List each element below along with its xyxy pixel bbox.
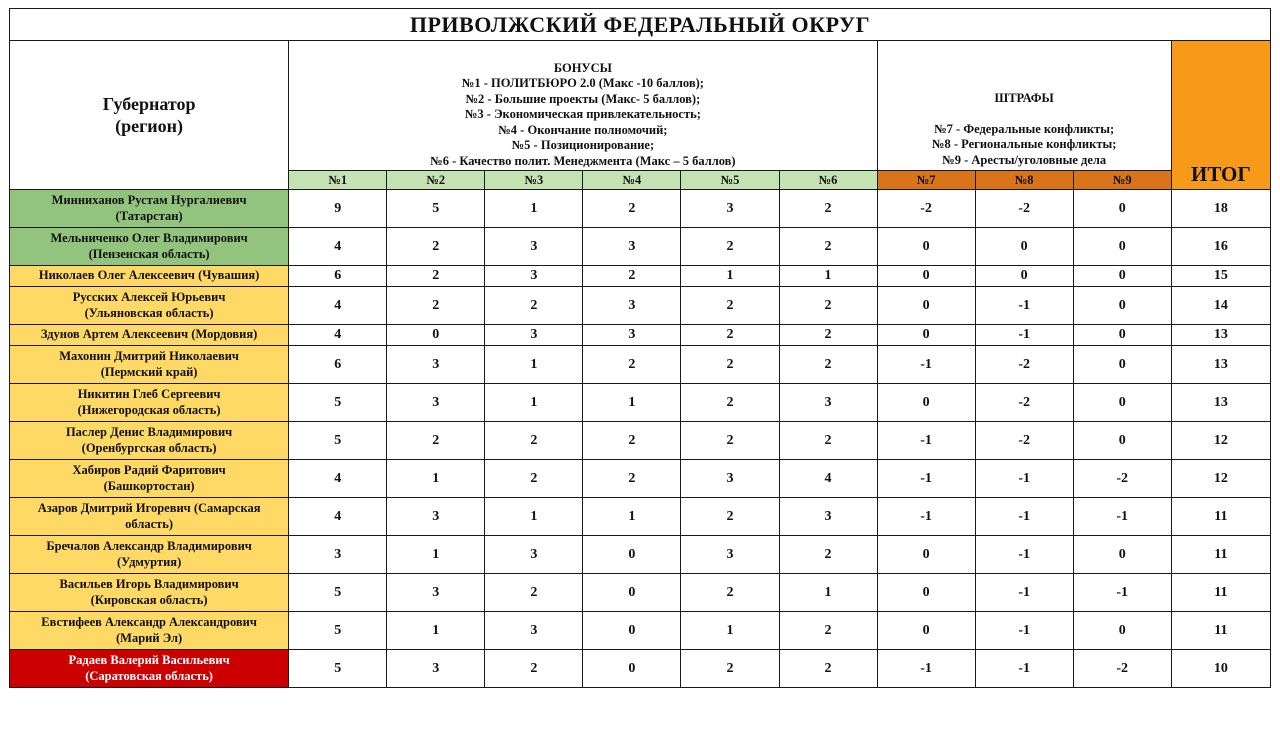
- governor-name-line: Минниханов Рустам Нургалиевич: [51, 193, 247, 207]
- bonus-score-cell: 3: [583, 287, 681, 325]
- bonus-score-cell: 6: [289, 346, 387, 384]
- fine-header-spacer: [878, 106, 1171, 122]
- total-score-cell: 11: [1171, 498, 1270, 536]
- governor-name-line: (Марий Эл): [116, 630, 183, 645]
- total-score-cell: 14: [1171, 287, 1270, 325]
- bonus-header-line: №3 - Экономическая привлекательность;: [464, 107, 701, 121]
- fine-score-cell: 0: [1073, 346, 1171, 384]
- bonus-score-cell: 3: [485, 266, 583, 287]
- bonus-score-cell: 0: [583, 612, 681, 650]
- bonus-header-line: №6 - Качество полит. Менеджмента (Макс – 5 баллов): [430, 153, 736, 168]
- fine-score-cell: -1: [975, 612, 1073, 650]
- bonus-score-cell: 0: [583, 536, 681, 574]
- governor-name-line: Махонин Дмитрий Николаевич: [59, 349, 239, 363]
- governor-name-line: (Кировская область): [90, 592, 208, 607]
- bonus-score-cell: 4: [289, 287, 387, 325]
- bonus-header-line: БОНУСЫ: [553, 60, 612, 75]
- fine-score-cell: -1: [877, 498, 975, 536]
- bonus-score-cell: 1: [387, 612, 485, 650]
- governor-name-line: (Пермский край): [100, 364, 198, 379]
- fine-header-line: ШТРАФЫ: [994, 90, 1054, 105]
- governor-cell: [10, 266, 289, 287]
- governor-name-line: Радаев Валерий Васильевич: [68, 653, 230, 667]
- bonus-score-cell: 3: [681, 190, 779, 228]
- table-row: [10, 266, 1271, 287]
- table-row: [10, 536, 1271, 574]
- governor-cell: [10, 346, 289, 384]
- column-header-bonus: №6: [779, 171, 877, 190]
- governor-name-line: Азаров Дмитрий Игоревич (Самарская: [37, 501, 261, 515]
- bonus-score-cell: 5: [289, 612, 387, 650]
- fine-header-line: №9 - Аресты/уголовные дела: [942, 152, 1107, 167]
- bonus-score-cell: 3: [681, 536, 779, 574]
- total-score-cell: 11: [1171, 536, 1270, 574]
- bonus-score-cell: 4: [289, 498, 387, 536]
- column-header-fine: №8: [975, 171, 1073, 190]
- governor-name-line: (Пензенская область): [88, 246, 210, 261]
- bonus-score-cell: 5: [387, 190, 485, 228]
- column-header-bonus: №1: [289, 171, 387, 190]
- fine-score-cell: -1: [975, 498, 1073, 536]
- bonus-score-cell: 3: [387, 574, 485, 612]
- governor-cell: [10, 574, 289, 612]
- total-score-cell: 13: [1171, 384, 1270, 422]
- bonus-score-cell: 2: [681, 228, 779, 266]
- bonus-score-cell: 9: [289, 190, 387, 228]
- bonus-score-cell: 1: [485, 384, 583, 422]
- bonus-header-line: №1 - ПОЛИТБЮРО 2.0 (Макс -10 баллов);: [461, 76, 704, 90]
- governor-name-line: Никитин Глеб Сергеевич: [77, 387, 221, 401]
- bonus-score-cell: 6: [289, 266, 387, 287]
- bonus-score-cell: 2: [681, 422, 779, 460]
- bonus-header-line: №4 - Окончание полномочий;: [498, 122, 668, 137]
- fine-score-cell: 0: [1073, 287, 1171, 325]
- fine-score-cell: 0: [877, 612, 975, 650]
- column-header-bonus: №4: [583, 171, 681, 190]
- bonus-score-cell: 2: [779, 650, 877, 688]
- total-score-cell: 13: [1171, 346, 1270, 384]
- bonus-score-cell: 2: [681, 384, 779, 422]
- bonus-score-cell: 2: [583, 460, 681, 498]
- governor-name-line: Васильев Игорь Владимирович: [59, 577, 239, 591]
- bonus-score-cell: 1: [779, 266, 877, 287]
- governor-name-line: область): [125, 516, 174, 531]
- bonus-score-cell: 2: [485, 574, 583, 612]
- fine-score-cell: 0: [1073, 190, 1171, 228]
- bonus-score-cell: 1: [387, 460, 485, 498]
- column-header-bonus: №2: [387, 171, 485, 190]
- bonus-score-cell: 2: [387, 287, 485, 325]
- governor-cell: [10, 612, 289, 650]
- bonus-score-cell: 2: [387, 228, 485, 266]
- bonus-score-cell: 2: [681, 574, 779, 612]
- bonus-score-cell: 2: [779, 190, 877, 228]
- fine-score-cell: 0: [877, 325, 975, 346]
- bonus-score-cell: 4: [289, 325, 387, 346]
- governor-name-line: Здунов Артем Алексеевич (Мордовия): [40, 327, 258, 342]
- bonus-score-cell: 0: [583, 650, 681, 688]
- governor-name-line: Николаев Олег Алексеевич (Чувашия): [38, 268, 260, 283]
- bonus-score-cell: 4: [289, 460, 387, 498]
- bonus-score-cell: 4: [779, 460, 877, 498]
- fine-header-line: №8 - Региональные конфликты;: [931, 137, 1117, 151]
- bonus-score-cell: 1: [681, 266, 779, 287]
- bonus-score-cell: 3: [387, 650, 485, 688]
- column-header-bonus: №3: [485, 171, 583, 190]
- table-row: [10, 612, 1271, 650]
- bonus-score-cell: 2: [779, 536, 877, 574]
- governor-name-line: Мельниченко Олег Владимирович: [50, 231, 248, 245]
- table-row: [10, 460, 1271, 498]
- total-score-cell: 18: [1171, 190, 1270, 228]
- bonus-score-cell: 1: [681, 612, 779, 650]
- fine-score-cell: 0: [1073, 266, 1171, 287]
- fine-score-cell: 0: [1073, 536, 1171, 574]
- fine-score-cell: -1: [975, 574, 1073, 612]
- governor-name-line: (Башкортостан): [103, 478, 195, 493]
- ratings-table: [9, 8, 1271, 688]
- fine-score-cell: 0: [877, 287, 975, 325]
- fine-score-cell: -1: [877, 346, 975, 384]
- column-header-fine: №9: [1073, 171, 1171, 190]
- fine-score-cell: 0: [877, 574, 975, 612]
- fine-score-cell: -1: [877, 650, 975, 688]
- bonus-score-cell: 2: [485, 460, 583, 498]
- bonus-score-cell: 5: [289, 422, 387, 460]
- bonus-score-cell: 2: [779, 325, 877, 346]
- bonus-header: [289, 41, 877, 171]
- fine-score-cell: 0: [1073, 228, 1171, 266]
- governor-name-line: (Татарстан): [115, 208, 183, 223]
- fine-score-cell: 0: [1073, 325, 1171, 346]
- bonus-score-cell: 3: [387, 498, 485, 536]
- bonus-score-cell: 5: [289, 574, 387, 612]
- governor-cell: [10, 422, 289, 460]
- fine-score-cell: -1: [975, 460, 1073, 498]
- page-title: ПРИВОЛЖСКИЙ ФЕДЕРАЛЬНЫЙ ОКРУГ: [10, 9, 1271, 41]
- bonus-score-cell: 2: [485, 422, 583, 460]
- fine-score-cell: 0: [975, 266, 1073, 287]
- bonus-score-cell: 5: [289, 650, 387, 688]
- governor-name-line: Русских Алексей Юрьевич: [72, 290, 226, 304]
- bonus-score-cell: 2: [681, 287, 779, 325]
- bonus-score-cell: 2: [681, 346, 779, 384]
- bonus-score-cell: 0: [387, 325, 485, 346]
- total-score-cell: 11: [1171, 612, 1270, 650]
- fine-score-cell: -2: [1073, 650, 1171, 688]
- bonus-score-cell: 3: [583, 325, 681, 346]
- fine-score-cell: -2: [1073, 460, 1171, 498]
- bonus-score-cell: 2: [681, 650, 779, 688]
- bonus-score-cell: 3: [485, 325, 583, 346]
- governor-cell: [10, 228, 289, 266]
- total-score-cell: 13: [1171, 325, 1270, 346]
- governor-cell: [10, 325, 289, 346]
- fine-score-cell: -2: [975, 346, 1073, 384]
- bonus-score-cell: 2: [387, 266, 485, 287]
- bonus-score-cell: 2: [779, 346, 877, 384]
- bonus-score-cell: 1: [387, 536, 485, 574]
- governor-name-line: Паслер Денис Владимирович: [65, 425, 233, 439]
- table-row: [10, 574, 1271, 612]
- fine-score-cell: 0: [1073, 612, 1171, 650]
- fine-score-cell: 0: [877, 266, 975, 287]
- table-row: [10, 650, 1271, 688]
- fine-score-cell: 0: [877, 536, 975, 574]
- fine-score-cell: -2: [975, 190, 1073, 228]
- governor-name-line: (Оренбургская область): [81, 440, 217, 455]
- bonus-score-cell: 2: [583, 266, 681, 287]
- fine-header: [877, 41, 1171, 171]
- governor-cell: [10, 536, 289, 574]
- bonus-score-cell: 2: [779, 228, 877, 266]
- table-row: [10, 498, 1271, 536]
- fine-score-cell: -1: [877, 460, 975, 498]
- fine-score-cell: 0: [1073, 384, 1171, 422]
- bonus-score-cell: 2: [387, 422, 485, 460]
- governor-name-line: (Ульяновская область): [84, 305, 214, 320]
- governor-header-line: Губернатор: [102, 94, 196, 114]
- bonus-score-cell: 0: [583, 574, 681, 612]
- governor-header-line: (регион): [115, 116, 184, 136]
- bonus-score-cell: 2: [485, 287, 583, 325]
- bonus-score-cell: 4: [289, 228, 387, 266]
- total-score-cell: 15: [1171, 266, 1270, 287]
- bonus-score-cell: 3: [387, 384, 485, 422]
- bonus-header-line: №5 - Позиционирование;: [511, 138, 655, 152]
- total-score-cell: 16: [1171, 228, 1270, 266]
- fine-score-cell: -1: [1073, 498, 1171, 536]
- total-header: ИТОГ: [1171, 41, 1270, 190]
- table-row: [10, 287, 1271, 325]
- bonus-score-cell: 3: [779, 384, 877, 422]
- bonus-score-cell: 1: [485, 190, 583, 228]
- fine-score-cell: -1: [1073, 574, 1171, 612]
- bonus-score-cell: 3: [779, 498, 877, 536]
- fine-score-cell: 0: [1073, 422, 1171, 460]
- bonus-score-cell: 1: [485, 346, 583, 384]
- fine-score-cell: 0: [975, 228, 1073, 266]
- bonus-score-cell: 1: [485, 498, 583, 536]
- fine-score-cell: -1: [975, 536, 1073, 574]
- governor-name-line: Евстифеев Александр Александрович: [41, 615, 257, 629]
- bonus-score-cell: 3: [583, 228, 681, 266]
- governor-cell: [10, 460, 289, 498]
- bonus-score-cell: 1: [583, 384, 681, 422]
- bonus-score-cell: 3: [485, 612, 583, 650]
- governor-cell: [10, 287, 289, 325]
- total-score-cell: 10: [1171, 650, 1270, 688]
- governor-name-line: (Саратовская область): [85, 668, 213, 683]
- bonus-header-line: №2 - Большие проекты (Макс- 5 баллов);: [465, 91, 701, 106]
- governor-name-line: Хабиров Радий Фаритович: [72, 463, 226, 477]
- bonus-score-cell: 2: [681, 498, 779, 536]
- table-row: [10, 346, 1271, 384]
- total-score-cell: 12: [1171, 422, 1270, 460]
- governor-cell: [10, 498, 289, 536]
- fine-score-cell: 0: [877, 384, 975, 422]
- governor-cell: [10, 190, 289, 228]
- bonus-score-cell: 2: [779, 612, 877, 650]
- table-row: [10, 325, 1271, 346]
- bonus-score-cell: 5: [289, 384, 387, 422]
- bonus-score-cell: 2: [779, 422, 877, 460]
- governor-name-line: (Нижегородская область): [77, 402, 221, 417]
- bonus-score-cell: 2: [485, 650, 583, 688]
- governor-header: [10, 41, 289, 190]
- table-body: [10, 190, 1271, 688]
- fine-score-cell: -2: [877, 190, 975, 228]
- fine-score-cell: -2: [975, 384, 1073, 422]
- bonus-score-cell: 3: [681, 460, 779, 498]
- column-header-bonus: №5: [681, 171, 779, 190]
- bonus-score-cell: 2: [583, 346, 681, 384]
- bonus-score-cell: 1: [583, 498, 681, 536]
- total-score-cell: 11: [1171, 574, 1270, 612]
- total-score-cell: 12: [1171, 460, 1270, 498]
- bonus-score-cell: 2: [681, 325, 779, 346]
- column-header-fine: №7: [877, 171, 975, 190]
- fine-score-cell: -1: [975, 650, 1073, 688]
- bonus-score-cell: 3: [289, 536, 387, 574]
- fine-score-cell: -1: [975, 325, 1073, 346]
- governor-name-line: Бречалов Александр Владимирович: [46, 539, 252, 553]
- governor-name-line: (Удмуртия): [116, 554, 182, 569]
- governor-cell: [10, 384, 289, 422]
- fine-score-cell: 0: [877, 228, 975, 266]
- fine-score-cell: -2: [975, 422, 1073, 460]
- bonus-score-cell: 3: [387, 346, 485, 384]
- governor-cell: [10, 650, 289, 688]
- fine-header-line: №7 - Федеральные конфликты;: [934, 121, 1115, 136]
- table-row: [10, 190, 1271, 228]
- table-row: [10, 384, 1271, 422]
- fine-score-cell: -1: [877, 422, 975, 460]
- fine-score-cell: -1: [975, 287, 1073, 325]
- bonus-score-cell: 3: [485, 536, 583, 574]
- bonus-score-cell: 2: [583, 190, 681, 228]
- table-row: [10, 228, 1271, 266]
- bonus-score-cell: 3: [485, 228, 583, 266]
- bonus-score-cell: 1: [779, 574, 877, 612]
- bonus-score-cell: 2: [779, 287, 877, 325]
- table-row: [10, 422, 1271, 460]
- bonus-score-cell: 2: [583, 422, 681, 460]
